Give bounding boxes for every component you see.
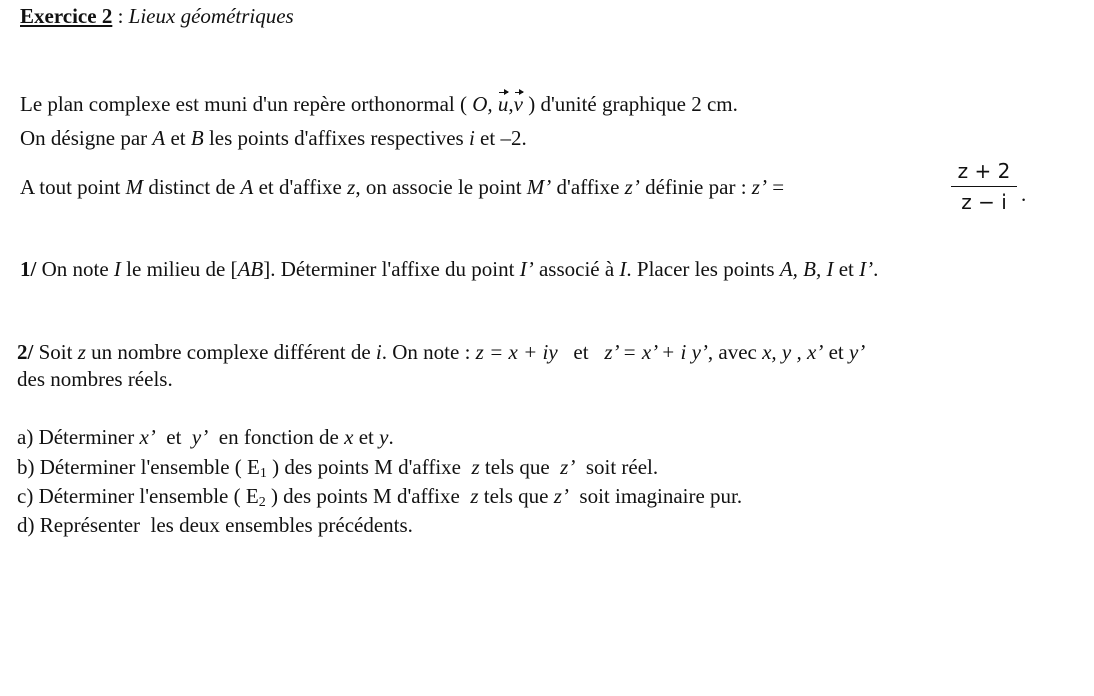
question-text: ]. Déterminer l'affixe du point bbox=[263, 257, 520, 281]
point-I: I bbox=[113, 257, 121, 281]
subscript-1: 1 bbox=[259, 466, 267, 481]
intro-text: et –2. bbox=[474, 126, 527, 150]
question-number: 1/ bbox=[20, 257, 37, 281]
question-text: . On note : bbox=[381, 340, 476, 364]
variable-y: y bbox=[379, 425, 389, 449]
affix-z: z bbox=[470, 484, 479, 508]
variables-list: x, y , x’ bbox=[762, 340, 824, 364]
point-I-prime: I’ bbox=[519, 257, 534, 281]
affix-i: i bbox=[375, 340, 382, 364]
intro-text: Le plan complexe est muni d'un repère orthonormal ( bbox=[20, 92, 467, 116]
origin-symbol: O, bbox=[472, 92, 493, 116]
equation-z: z = x + iy bbox=[475, 340, 558, 364]
fraction-denominator: z − i bbox=[961, 190, 1007, 214]
affix-z: z bbox=[471, 455, 480, 479]
points-list: A, B, I bbox=[779, 257, 834, 281]
point-A: A bbox=[240, 175, 254, 199]
part-text: soit imaginaire pur. bbox=[568, 484, 743, 508]
vector-u: u bbox=[497, 92, 509, 116]
part-a bbox=[17, 427, 394, 448]
part-text: tels que bbox=[478, 484, 554, 508]
question-text: un nombre complexe différent de bbox=[85, 340, 376, 364]
intro-text: et d'affixe bbox=[253, 175, 348, 199]
part-text: et bbox=[353, 425, 380, 449]
exercise-title bbox=[20, 6, 294, 27]
fraction-formula bbox=[951, 161, 1017, 212]
point-M-prime: M’ bbox=[526, 175, 552, 199]
point-M: M bbox=[125, 175, 144, 199]
part-text: et bbox=[155, 425, 192, 449]
vector-v: v bbox=[513, 92, 523, 116]
comma: , bbox=[508, 92, 514, 116]
title-separator: : bbox=[112, 4, 129, 28]
equation-z-prime: z’ = x’ + i y’ bbox=[604, 340, 708, 364]
question-number: 2/ bbox=[17, 340, 34, 364]
part-d: d) Représenter les deux ensembles précédents. bbox=[17, 513, 413, 537]
intro-text: d'affixe bbox=[551, 175, 625, 199]
question-text: Soit bbox=[33, 340, 78, 364]
question-text: . bbox=[873, 257, 879, 281]
variable-y-prime: y’ bbox=[191, 425, 209, 449]
part-text: a) Déterminer bbox=[17, 425, 140, 449]
question-2-line-1 bbox=[17, 342, 865, 363]
intro-text: et bbox=[165, 126, 191, 150]
part-text: tels que bbox=[479, 455, 561, 479]
intro-line-1 bbox=[20, 94, 738, 115]
part-b bbox=[17, 457, 658, 481]
affix-z-prime: z’ bbox=[624, 175, 640, 199]
question-text: associé à bbox=[533, 257, 620, 281]
affix-z: z bbox=[347, 175, 356, 199]
question-text: et bbox=[823, 340, 849, 364]
question-text: et bbox=[833, 257, 860, 281]
intro-text: A tout point bbox=[20, 175, 126, 199]
affix-i: i bbox=[468, 126, 475, 150]
affix-z-prime: z’ bbox=[560, 455, 576, 479]
exercise-number: Exercice 2 bbox=[20, 4, 113, 28]
fraction-numerator: z + 2 bbox=[951, 161, 1017, 187]
intro-text: définie par : bbox=[639, 175, 752, 199]
intro-text: ) d'unité graphique 2 cm. bbox=[528, 92, 738, 116]
exercise-topic: Lieux géométriques bbox=[128, 4, 294, 28]
subscript-2: 2 bbox=[258, 495, 266, 510]
intro-text: distinct de bbox=[143, 175, 241, 199]
formula-period: . bbox=[1021, 182, 1027, 206]
intro-text: On désigne par bbox=[20, 126, 153, 150]
intro-line-3 bbox=[20, 177, 784, 198]
question-text: On note bbox=[36, 257, 114, 281]
question-text: . Placer les points bbox=[626, 257, 780, 281]
variable-x: x bbox=[344, 425, 354, 449]
part-text: en fonction de bbox=[208, 425, 345, 449]
point-I: I bbox=[619, 257, 627, 281]
part-text: b) Déterminer l'ensemble ( E bbox=[17, 455, 260, 479]
variable-y-prime: y’ bbox=[848, 340, 866, 364]
point-I-prime: I’ bbox=[859, 257, 874, 281]
question-text: et bbox=[557, 340, 605, 364]
question-text: , avec bbox=[707, 340, 763, 364]
question-2-line-2: des nombres réels. bbox=[17, 367, 173, 391]
intro-text: , on associe le point bbox=[355, 175, 527, 199]
affix-z-prime: z’ bbox=[751, 175, 767, 199]
equals-sign: = bbox=[766, 175, 785, 199]
intro-line-2 bbox=[20, 128, 527, 149]
affix-z: z bbox=[77, 340, 86, 364]
intro-text: les points d'affixes respectives bbox=[203, 126, 469, 150]
part-c bbox=[17, 486, 742, 510]
part-text: c) Déterminer l'ensemble ( E bbox=[17, 484, 259, 508]
variable-x-prime: x’ bbox=[139, 425, 156, 449]
segment-AB: AB bbox=[237, 257, 264, 281]
affix-z-prime: z’ bbox=[553, 484, 569, 508]
part-text: ) des points M d'affixe bbox=[265, 484, 471, 508]
point-B: B bbox=[190, 126, 204, 150]
question-1 bbox=[20, 259, 878, 280]
question-text: le milieu de [ bbox=[120, 257, 238, 281]
part-text: . bbox=[388, 425, 394, 449]
point-A: A bbox=[152, 126, 166, 150]
part-text: soit réel. bbox=[575, 455, 659, 479]
part-text: ) des points M d'affixe bbox=[266, 455, 472, 479]
